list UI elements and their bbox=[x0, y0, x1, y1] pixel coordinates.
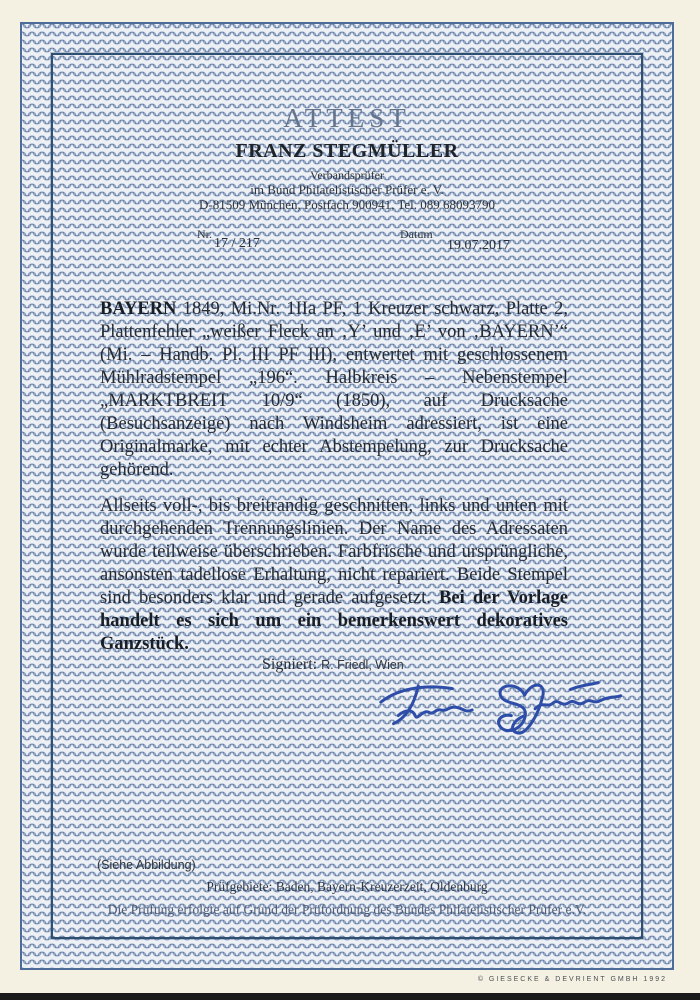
condition-emphasis: Bei der Vorlage handelt es sich um ein bemerkenswert dekoratives Ganzstück. bbox=[100, 588, 568, 654]
description-text: 1849, Mi.Nr. 1IIa PF, 1 Kreuzer schwarz, Platte 2, Plattenfehler „weißer Fleck an ‚Y’ und ‚E’ von ‚BAYERN’“ (Mi. – Handb. Pl. III PF III), entwertet mit geschlossenem Mühlradstempel „196“. Halbkreis – Nebenstempel „MARKTBREIT 10/9“ (1850), auf Drucksache (Besuchsanzeige) nach Windsheim adressiert, ist eine Originalmarke, mit echter Abstempelung, zur Drucksache gehörend. bbox=[100, 299, 568, 480]
certificate-date-value: 19.07.2017 bbox=[447, 238, 510, 253]
scan-bottom-edge bbox=[0, 993, 700, 1000]
examiner-address: D-81509 München, Postfach 900941, Tel. 089 68093790 bbox=[198, 197, 496, 212]
test-areas-line: Prüfgebiete: Baden, Bayern-Kreuzerzeit, Oldenburg bbox=[206, 879, 488, 894]
signed-label: Signiert: bbox=[262, 656, 318, 673]
certificate-title: ATTEST bbox=[283, 103, 411, 133]
signed-by-line bbox=[262, 656, 404, 674]
condition-text: Allseits voll-, bis breitrandig geschnitten, links und unten mit durchgehenden Trennungslinien. Der Name des Adressaten wurde teilweise überschrieben. Farbfrische und ursprüngliche, ansonsten tadellose Erhaltung, nicht repariert. Beide Stempel sind besonders klar und gerade aufgesetzt. bbox=[100, 496, 568, 608]
see-figure-note: (Siehe Abbildung) bbox=[97, 858, 196, 872]
examiner-name: FRANZ STEGMÜLLER bbox=[235, 140, 459, 162]
examiner-association: im Bund Philatelistischer Prüfer e. V. bbox=[250, 182, 444, 197]
printer-credit: © GIESECKE & DEVRIENT GMBH 1992 bbox=[477, 976, 667, 983]
certificate-panel bbox=[51, 53, 643, 939]
certificate-number-value: 17 / 217 bbox=[214, 236, 260, 251]
legal-line: Die Prüfung erfolgte auf Grund der Prüfordnung des Bundes Philatelistischer Prüfer e.V. bbox=[107, 902, 587, 917]
certificate-number-label: Nr. bbox=[197, 227, 212, 241]
description-paragraph bbox=[100, 298, 568, 482]
certificate-date-label: Datum bbox=[400, 227, 433, 241]
signature-franz-stegmueller-icon bbox=[372, 666, 626, 747]
signed-value: R. Friedl, Wien bbox=[321, 658, 404, 672]
examiner-role: Verbandsprüfer bbox=[310, 168, 384, 182]
guilloche-border bbox=[20, 22, 674, 970]
condition-paragraph bbox=[100, 495, 568, 656]
stamp-country-lead: BAYERN bbox=[100, 299, 177, 319]
